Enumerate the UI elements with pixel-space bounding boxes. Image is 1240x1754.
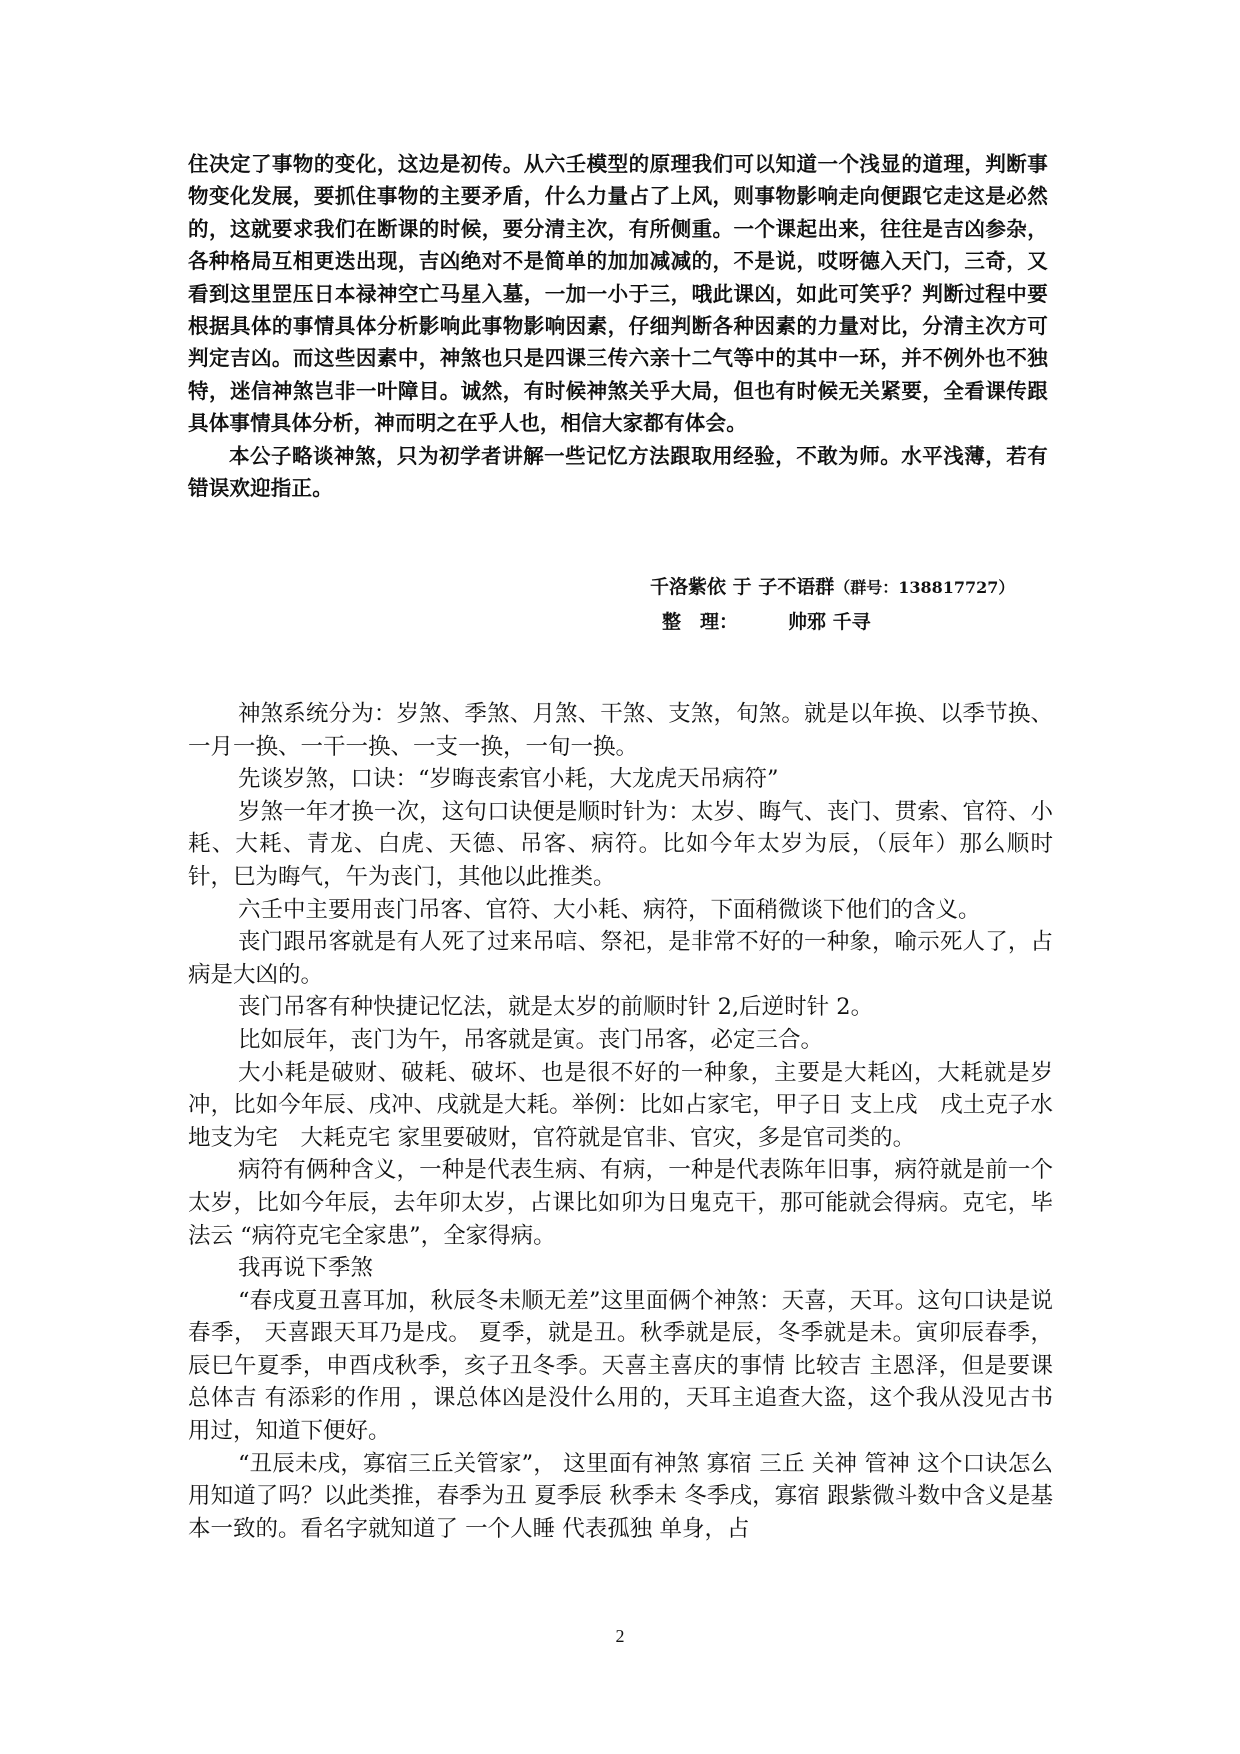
paragraph: 先谈岁煞，口诀：“岁晦丧索官小耗，大龙虎天吊病符” (238, 766, 779, 793)
page-number: 2 (615, 1626, 625, 1646)
paragraph-shensha-judgment: 住决定了事物的变化，这边是初传。从六壬模型的原理我们可以知道一个浅显的道理，判断事物变化发展，要抓住事物的主要矛盾，什么力量占了上风，则事物影响走向便跟它走这是必然的，这就要求我们在断课的时候，要分清主次，有所侧重。一个课起出来，往往是吉凶参杂，各种格局互相更迭出现，吉凶绝对不是简单的加加减减的，不是说，哎呀德入天门，三奇，又看到这里罡压日本禄神空亡马星入墓，一加一小于三，哦此课凶，如此可笑乎？判断过程中要根据具体的事情具体分析影响此事物影响因素，仔细判断各种因素的力量对比，分清主次方可判定吉凶。而这些因素中，神煞也只是四课三传六亲十二气等中的其中一环，并不例外也不独特，迷信神煞岂非一叶障目。诚然，有时候神煞关乎大局，但也有时候无关紧要，全看课传跟具体事情具体分析，神而明之在乎人也，相信大家都有体会。 (188, 152, 1048, 436)
paragraph: 丧门跟吊客就是有人死了过来吊唁、祭祀，是非常不好的一种象，喻示死人了，占病是大凶的。 (188, 929, 1053, 988)
paragraph: 六壬中主要用丧门吊客、官符、大小耗、病符，下面稍微谈下他们的含义。 (238, 896, 981, 923)
signature-block (650, 570, 1070, 639)
paragraph: 岁煞一年才换一次，这句口诀便是顺时针为：太岁、晦气、丧门、贯索、官符、小耗、大耗、青龙、白虎、天德、吊客、病符。比如今年太岁为辰，（辰年）那么顺时针，巳为晦气，午为丧门，其他以此推类。 (188, 798, 1053, 890)
paragraph: 丧门吊客有种快捷记忆法，就是太岁的前顺时针 2,后逆时针 2。 (238, 994, 874, 1021)
editor-label: 整 理： (662, 611, 739, 633)
paragraph: 我再说下季煞 (238, 1255, 374, 1282)
paragraph: 比如辰年，丧门为午，吊客就是寅。丧门吊客，必定三合。 (238, 1026, 824, 1053)
paragraph: “丑辰未戌，寡宿三丘关管家”， 这里面有神煞 寡宿 三丘 关神 管神 这个口诀怎么用知道了吗？以此类推，春季为丑 夏季辰 秋季未 冬季戌，寡宿 跟紫微斗数中含义是基本一致的。看名字就知道了 一个人睡 代表孤独 单身，占 (188, 1450, 1053, 1542)
paragraph: 神煞系统分为：岁煞、季煞、月煞、干煞、支煞，旬煞。就是以年换、以季节换、一月一换、一干一换、一支一换，一旬一换。 (188, 701, 1053, 760)
previous-section-text (188, 148, 1048, 504)
paragraph-author-note: 本公子略谈神煞，只为初学者讲解一些记忆方法跟取用经验，不敢为师。水平浅薄，若有错误欢迎指正。 (188, 443, 1048, 501)
paragraph: “春戌夏丑喜耳加，秋辰冬未顺无差”这里面俩个神煞：天喜，天耳。这句口诀是说春季， 天喜跟天耳乃是戌。 夏季，就是丑。秋季就是辰，冬季就是未。寅卯辰春季，辰巳午夏季，申酉戌秋季，亥子丑冬季。天喜主喜庆的事情 比较吉 主恩泽，但是要课总体吉 有添彩的作用 ，课总体凶是没什么用的，天耳主追查大盗，这个我从没见古书用过，知道下便好。 (188, 1287, 1053, 1445)
paragraph: 病符有俩种含义，一种是代表生病、有病，一种是代表陈年旧事，病符就是前一个太岁，比如今年辰，去年卯太岁，占课比如卯为日鬼克干，那可能就会得病。克宅，毕法云 “病符克宅全家患”，全家得病。 (188, 1157, 1053, 1249)
author-name: 千洛紫依 于 子不语群 (650, 576, 835, 598)
editor-line (650, 605, 1070, 639)
group-number: （群号：138817727） (834, 578, 1015, 597)
editor-names: 帅邪 千寻 (788, 611, 871, 633)
paragraph: 大小耗是破财、破耗、破坏、也是很不好的一种象，主要是大耗凶，大耗就是岁冲，比如今年辰、戌冲、戌就是大耗。举例：比如占家宅，甲子日 支上戌 戌土克子水 地支为宅 大耗克宅 家里要破财，官符就是官非、官灾，多是官司类的。 (188, 1059, 1053, 1151)
author-line (650, 570, 1070, 605)
shensha-system-text (188, 698, 1053, 1545)
